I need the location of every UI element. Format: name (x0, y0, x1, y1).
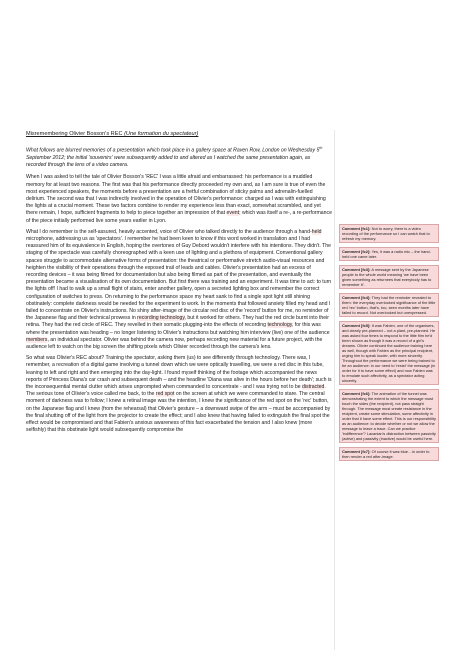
paragraph-2 (26, 229, 332, 351)
document-body (26, 130, 332, 438)
comment-label: Comment [fc1]: (342, 226, 371, 231)
p2-text-b: microphone, addressing us as 'spectators'. I remember he had been keen to know if this word worked in translation and I had reassured him of its equivalence in English, hoping the overtones of Guy Debord wouldn't interfere with his intentions. They didn't. The staging of the spectacle was carefully choreographed with a keen use of lighting and a plethora of equipment. Conventional gallery spaces struggle to accommodate alternative forms of presentation: the theatrical or performative stretch audio-visual resources and heighten the visibility of their operations through the exposed trail of leads and cables. Olivier's presentation had an excess of recording devices – it was being filmed for documentation but also being filmed as part of the presentation, and eventually the presentation became a visualisation of its own documentation. But first there was training and an experiment. It was time to act: to turn the lights off! I had to walk up a small flight of stairs, enter another gallery, open a secreted lighting box and remember the correct configuration of switches to press. On returning to the performance space my heart sank to find a single spot light still shining obstinately: complete darkness would be needed for the experiment to work. In the moments that followed anxiety filled my head and I failed to concentrate on Olivier's instructions. No shiny after-image of the circular red disc of the 'record' button for me, no reminder of the Japanese flag and their technical prowess in (26, 235, 332, 322)
intro-paragraph: What follows are blurred memories of a presentation which took place in a gallery space at Raven Row, London on Wednesday 5th September 2012; the initial 'souvenirs' were subsequently added to and altered as I watched the same presentation again, as recorded through the lens of a video camera. (26, 146, 323, 169)
comment-text: A message sent by the Japanese people to the whole world meaning 'we have been given something as returnees that everybody has to remember it'. (342, 267, 432, 287)
title-subtitle: (Une formation du spectateur) (124, 131, 199, 137)
p3-text-b: . The serious tone of Olivier's voice called me back, to the (26, 384, 326, 398)
comment-label: Comment [fc2]: (342, 249, 371, 254)
comment-balloon-5[interactable] (339, 321, 439, 385)
p1-text-a: When I was asked to tell the tale of Olivier Bosson's 'REC' I was a little afraid and embarrassed: his performance is a muddled memory for at least two reasons. The first was that his performance directly proceeded my own and, as I am sure is true of even the most experienced speakers, the moments before a presentation are a fretful combination of sticky palms and adrenalin-fuelled delirium. The second was that I was indirectly involved in the operation of Olivier's performance: charged as I was with extinguishing the lights at a crucial moment. These two factors combine to render my experience less than exact, somewhat scrambled, and yet there remain, I hope, sufficient fragments to help to piece together an impression of that (26, 174, 326, 217)
comment-anchor-members[interactable]: members (26, 336, 48, 343)
comment-text: Not to worry, there is a video recording of the performance so I can watch that to refresh my memory. (342, 226, 430, 241)
comment-balloon-1[interactable] (339, 224, 439, 243)
p2-text-d: , for this was where the presentation was heading – no longer listening to Olivier's instructions but watching him interview (live) one of the audience (26, 322, 330, 336)
comment-balloon-7[interactable] (339, 447, 439, 461)
comment-label: Comment [fc6]: (342, 391, 371, 396)
comment-balloon-6[interactable] (339, 389, 439, 443)
comment-text: Yes, it was a radio mic – the hand-held one came later. (342, 249, 431, 259)
comment-margin-divider (334, 130, 335, 650)
p2-text-e: , an individual spectator. Olivier was behind the camera now, perhaps recording new material for a future project, with the audience left to watch on the big screen the shifting pixels which Olivier recorded through the camera's lens. (26, 336, 323, 350)
comment-label: Comment [fc7]: (342, 449, 371, 454)
comment-text: The animation of the tunnel was demonstrating the extent to which the message must touch the sides (the recipient), not pass straight through. The message must create resistance in the recipient, create some stimulation, some affectivity in order that it have some effect. This is our responsibility as an audience: to decide whether or not we allow the message to leave a trace. Can we practice 'indifference'? Lacanian's distraction between passivity (active) and passivity (inactive) would be useful here. (342, 391, 436, 441)
comment-text: They had the reminder revealed to them: the everyday overlooked significance of the little red 'rec' button, that's, too, seen months later have failed to record. Not overlooked but unexpressed. (342, 295, 436, 315)
comment-balloon-2[interactable] (339, 247, 439, 261)
paragraph-1 (26, 174, 332, 224)
comment-label: Comment [fc3]: (342, 267, 371, 272)
p3-text-c: on the screen at which we were commanded to stare. The central moment of darkness was to follow; I knew a retinal image was the intention, I knew the significance of the red spot on the 'rec' button, on the Japanese flag and I knew (from the rehearsal) that Olivier's gesture – a downward swipe of the arm – must be accompanied by the final shutting off of the light from the projector to create the effect; and I also knew that having failed to extinguish the final spot the effect would be compromised and that Fabien's anxious awareness of this fact exacerbated the tension and I also knew (more selfishly) that this obstinate light would subsequently compromise the (26, 391, 331, 434)
p1-text-b: ; which was itself a re-, a re-performance of the piece initially performed live some years earlier in Lyon. (26, 210, 332, 224)
comment-anchor-held[interactable]: held (311, 228, 322, 235)
comment-anchor-event[interactable]: event (226, 210, 240, 217)
document-title (26, 130, 332, 138)
comment-balloon-4[interactable] (339, 293, 439, 317)
comment-label: Comment [fc5]: (342, 323, 371, 328)
comment-text: Of course it was blue…in order to then render a red after-image. (342, 449, 430, 459)
comment-anchor-technology[interactable]: technology (267, 322, 292, 329)
paragraph-3 (26, 355, 332, 434)
comment-anchor-red-spot[interactable]: red spot (155, 391, 175, 398)
p2-text-c: , but it worked for others. They had the red circle burnt into their retina. They had the red circle of REC. They revelled in their somatic plugging-into the effects of recording (26, 315, 330, 329)
p3-text-a: So what was Olivier's REC about? Training the spectator, asking them (us) to see differently through technology. There was, I remember, a recreation of a digital game involving a tunnel down which we were optically travelling, we were a red disc in this tube, leaning to left and right and then emerging into the day-light. I found myself thinking of the footage which accompanied the news reports of Princess Diana's car crash and subsequent death – and the headline 'Diana was alive in the hours before her death'; such is the inconsequential mental clutter which arises unprompted when commanded to concentrate - and I was trying not to be (26, 355, 332, 391)
comment-balloon-3[interactable] (339, 265, 439, 289)
title-text: Misremembering Olivier Bosson's REC (26, 131, 125, 137)
comment-label: Comment [fc4]: (342, 295, 371, 300)
p2-text-a: What I do remember is the self-assured, heavily accented, voice of Olivier who talked directly to the audience through a hand- (26, 228, 312, 235)
comment-anchor-recording-technology[interactable]: recording technology (137, 315, 185, 322)
comment-text: It was Fabien, one of the organisers, and clearly pre-planned – not a plant, pre-planned. He was asked four times to respond to the little film he'd been shown as though it was a record of a girl's dreams. Olivier continued the audience training here as well, though with Fabien as the principal recipient, urging him to speak louder, with more sincerity. Throughout the performance we were being trained to be an audience: in our need to 'resist' the message (in order for it to have some effect) and now Fabien was to emulate such affectivity, as a spectator acting sincerity. (342, 323, 436, 383)
comment-anchor-distracted[interactable]: distracted (302, 384, 325, 391)
comment-sidebar (339, 224, 439, 465)
